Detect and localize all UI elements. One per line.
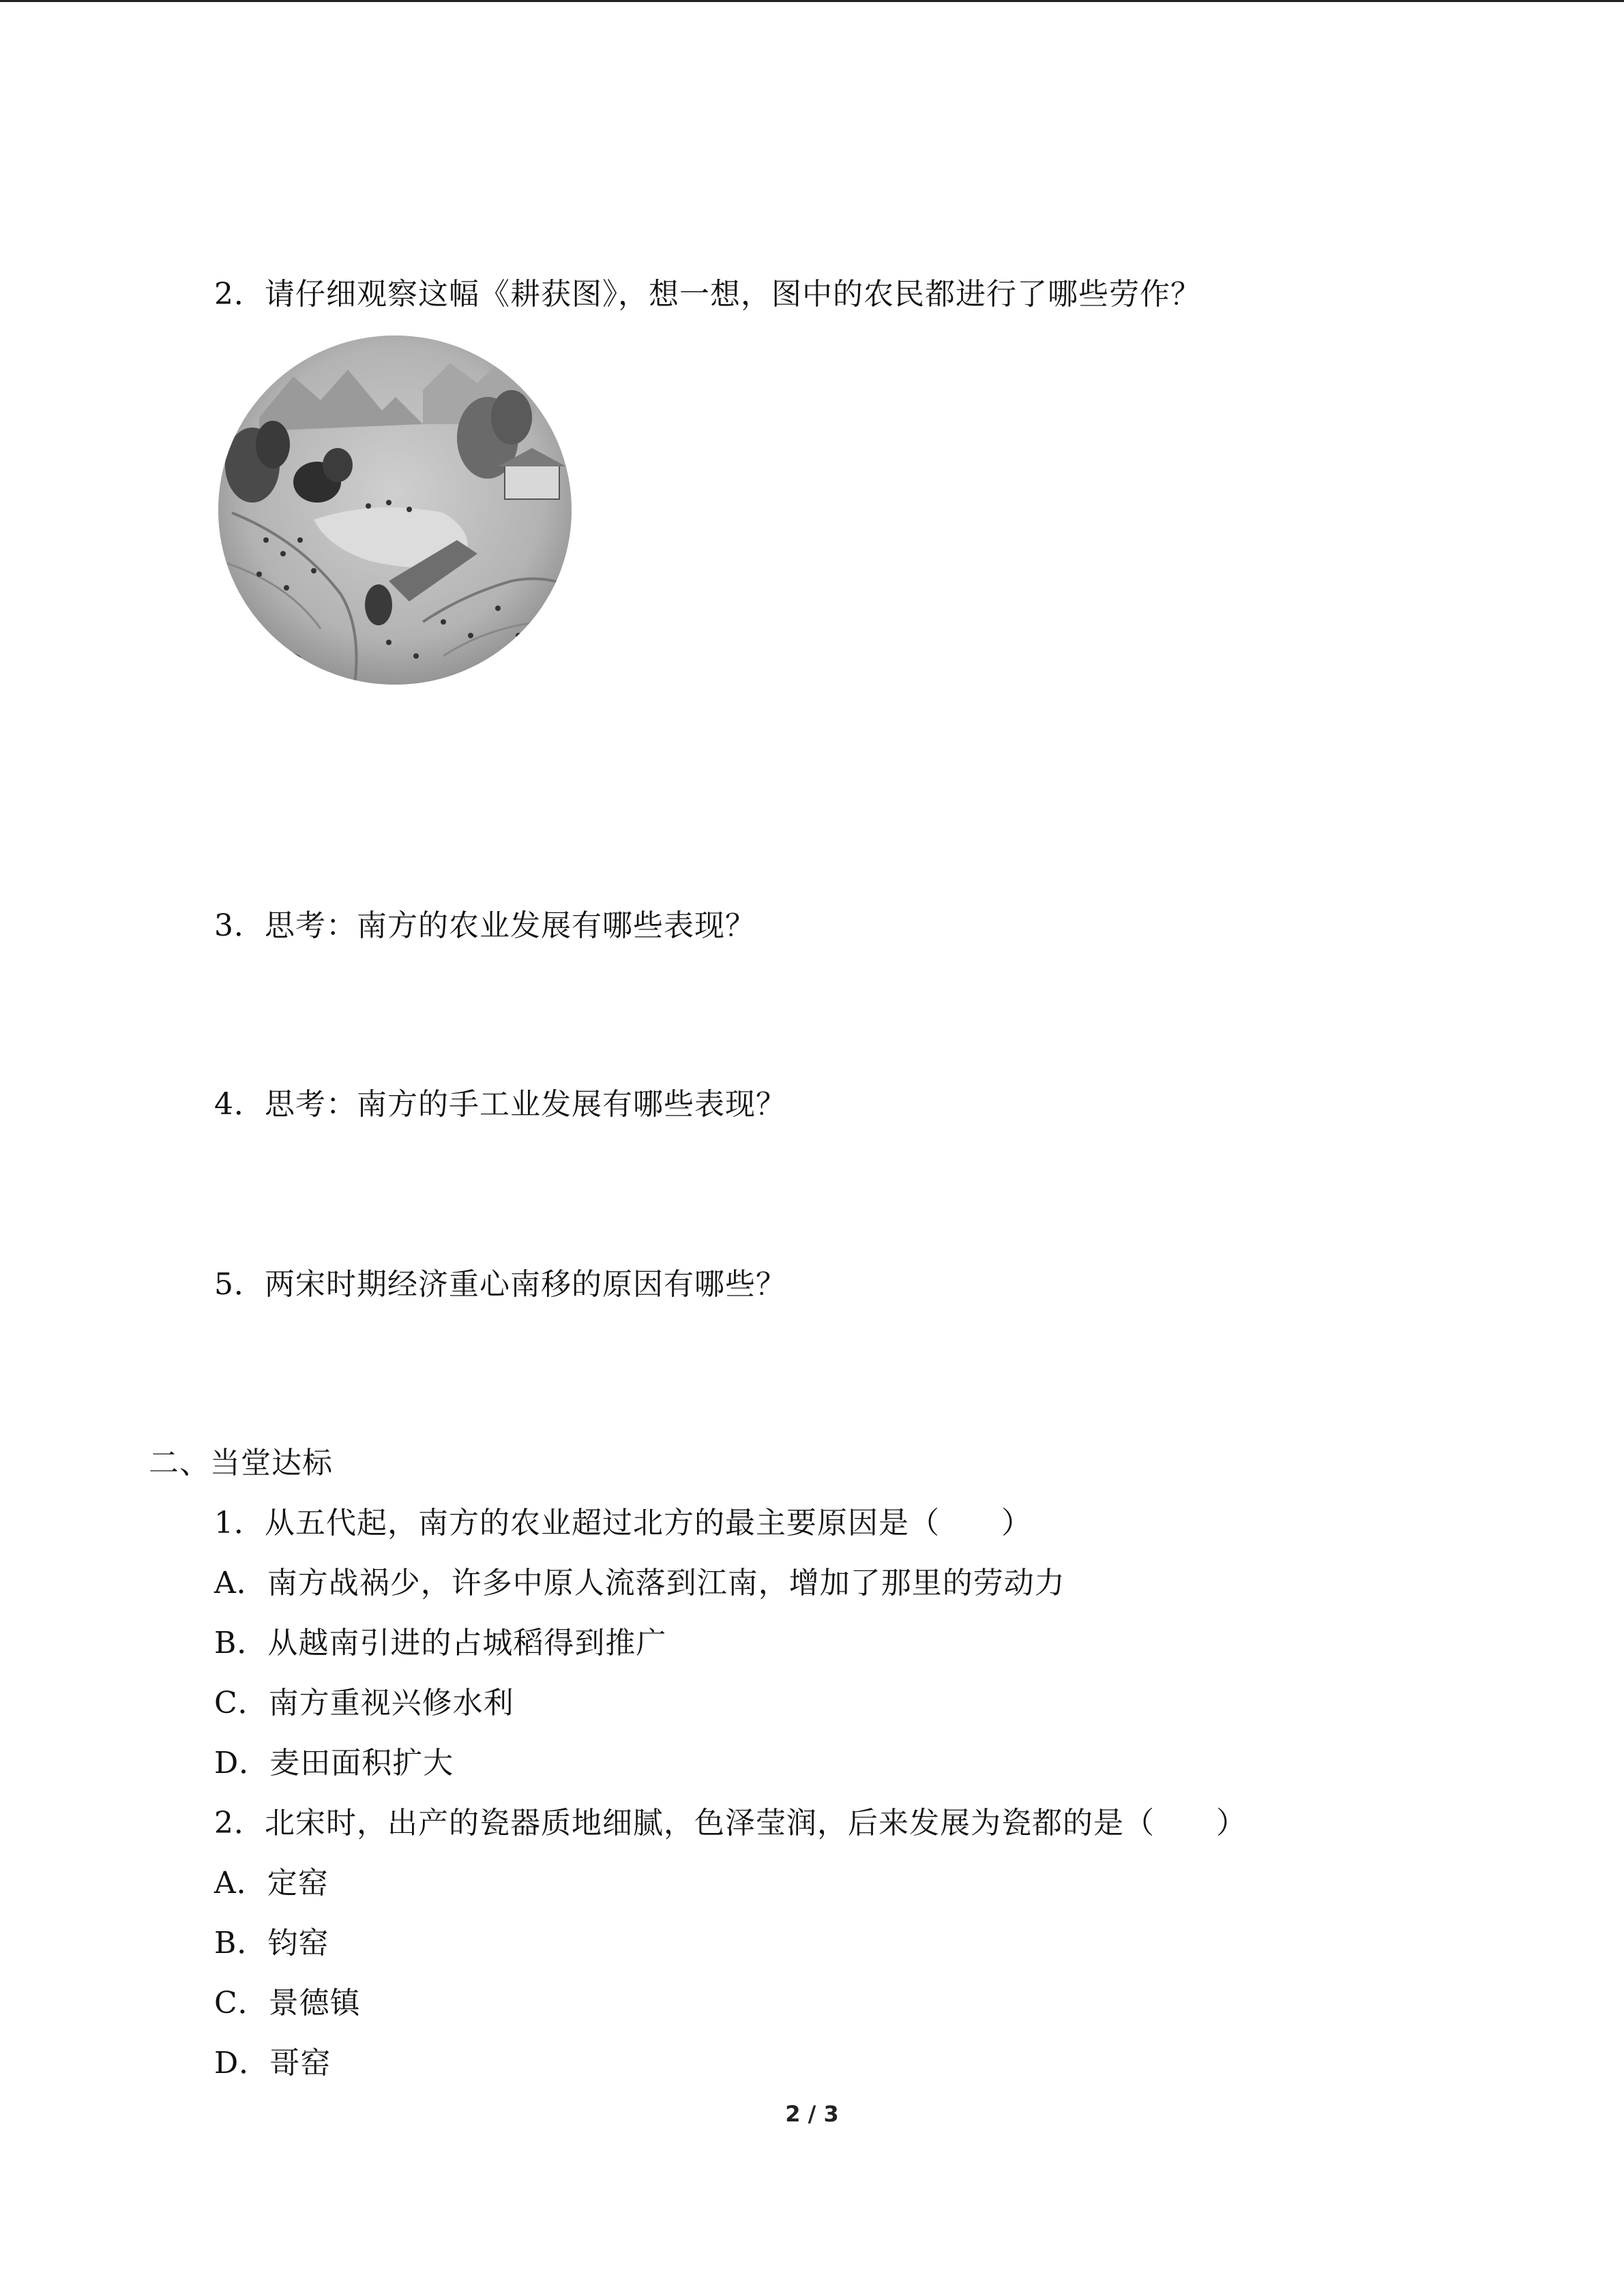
mc2-option-d: D．哥窑 xyxy=(214,2046,331,2081)
question-2-text: 2．请仔细观察这幅《耕获图》，想一想，图中的农民都进行了哪些劳作？ xyxy=(214,277,1201,312)
painting-illustration xyxy=(218,336,572,685)
question-4-text: 4．思考：南方的手工业发展有哪些表现？ xyxy=(214,1087,786,1122)
mc2-option-b: B．钧窑 xyxy=(214,1926,329,1960)
page-number: 2 / 3 xyxy=(785,2101,839,2127)
mc1-option-b: B．从越南引进的占城稻得到推广 xyxy=(214,1626,667,1660)
mc2-option-c: C．景德镇 xyxy=(214,1986,361,2021)
mc2-option-a: A．定窑 xyxy=(214,1866,329,1900)
page-top-border xyxy=(0,0,1624,2)
mc1-option-d: D．麦田面积扩大 xyxy=(214,1746,454,1780)
mc1-stem: 1．从五代起，南方的农业超过北方的最主要原因是（ ） xyxy=(214,1506,1032,1540)
section-heading: 二、当堂达标 xyxy=(149,1446,333,1480)
mc1-option-a: A．南方战祸少，许多中原人流落到江南，增加了那里的劳动力 xyxy=(214,1566,1065,1600)
question-5-text: 5．两宋时期经济重心南移的原因有哪些？ xyxy=(214,1267,786,1302)
genghuo-painting-image xyxy=(218,336,572,685)
mc2-stem: 2．北宋时，出产的瓷器质地细腻，色泽莹润，后来发展为瓷都的是（ ） xyxy=(214,1806,1247,1840)
mc1-option-c: C．南方重视兴修水利 xyxy=(214,1686,514,1720)
question-3-text: 3．思考：南方的农业发展有哪些表现？ xyxy=(214,908,756,943)
